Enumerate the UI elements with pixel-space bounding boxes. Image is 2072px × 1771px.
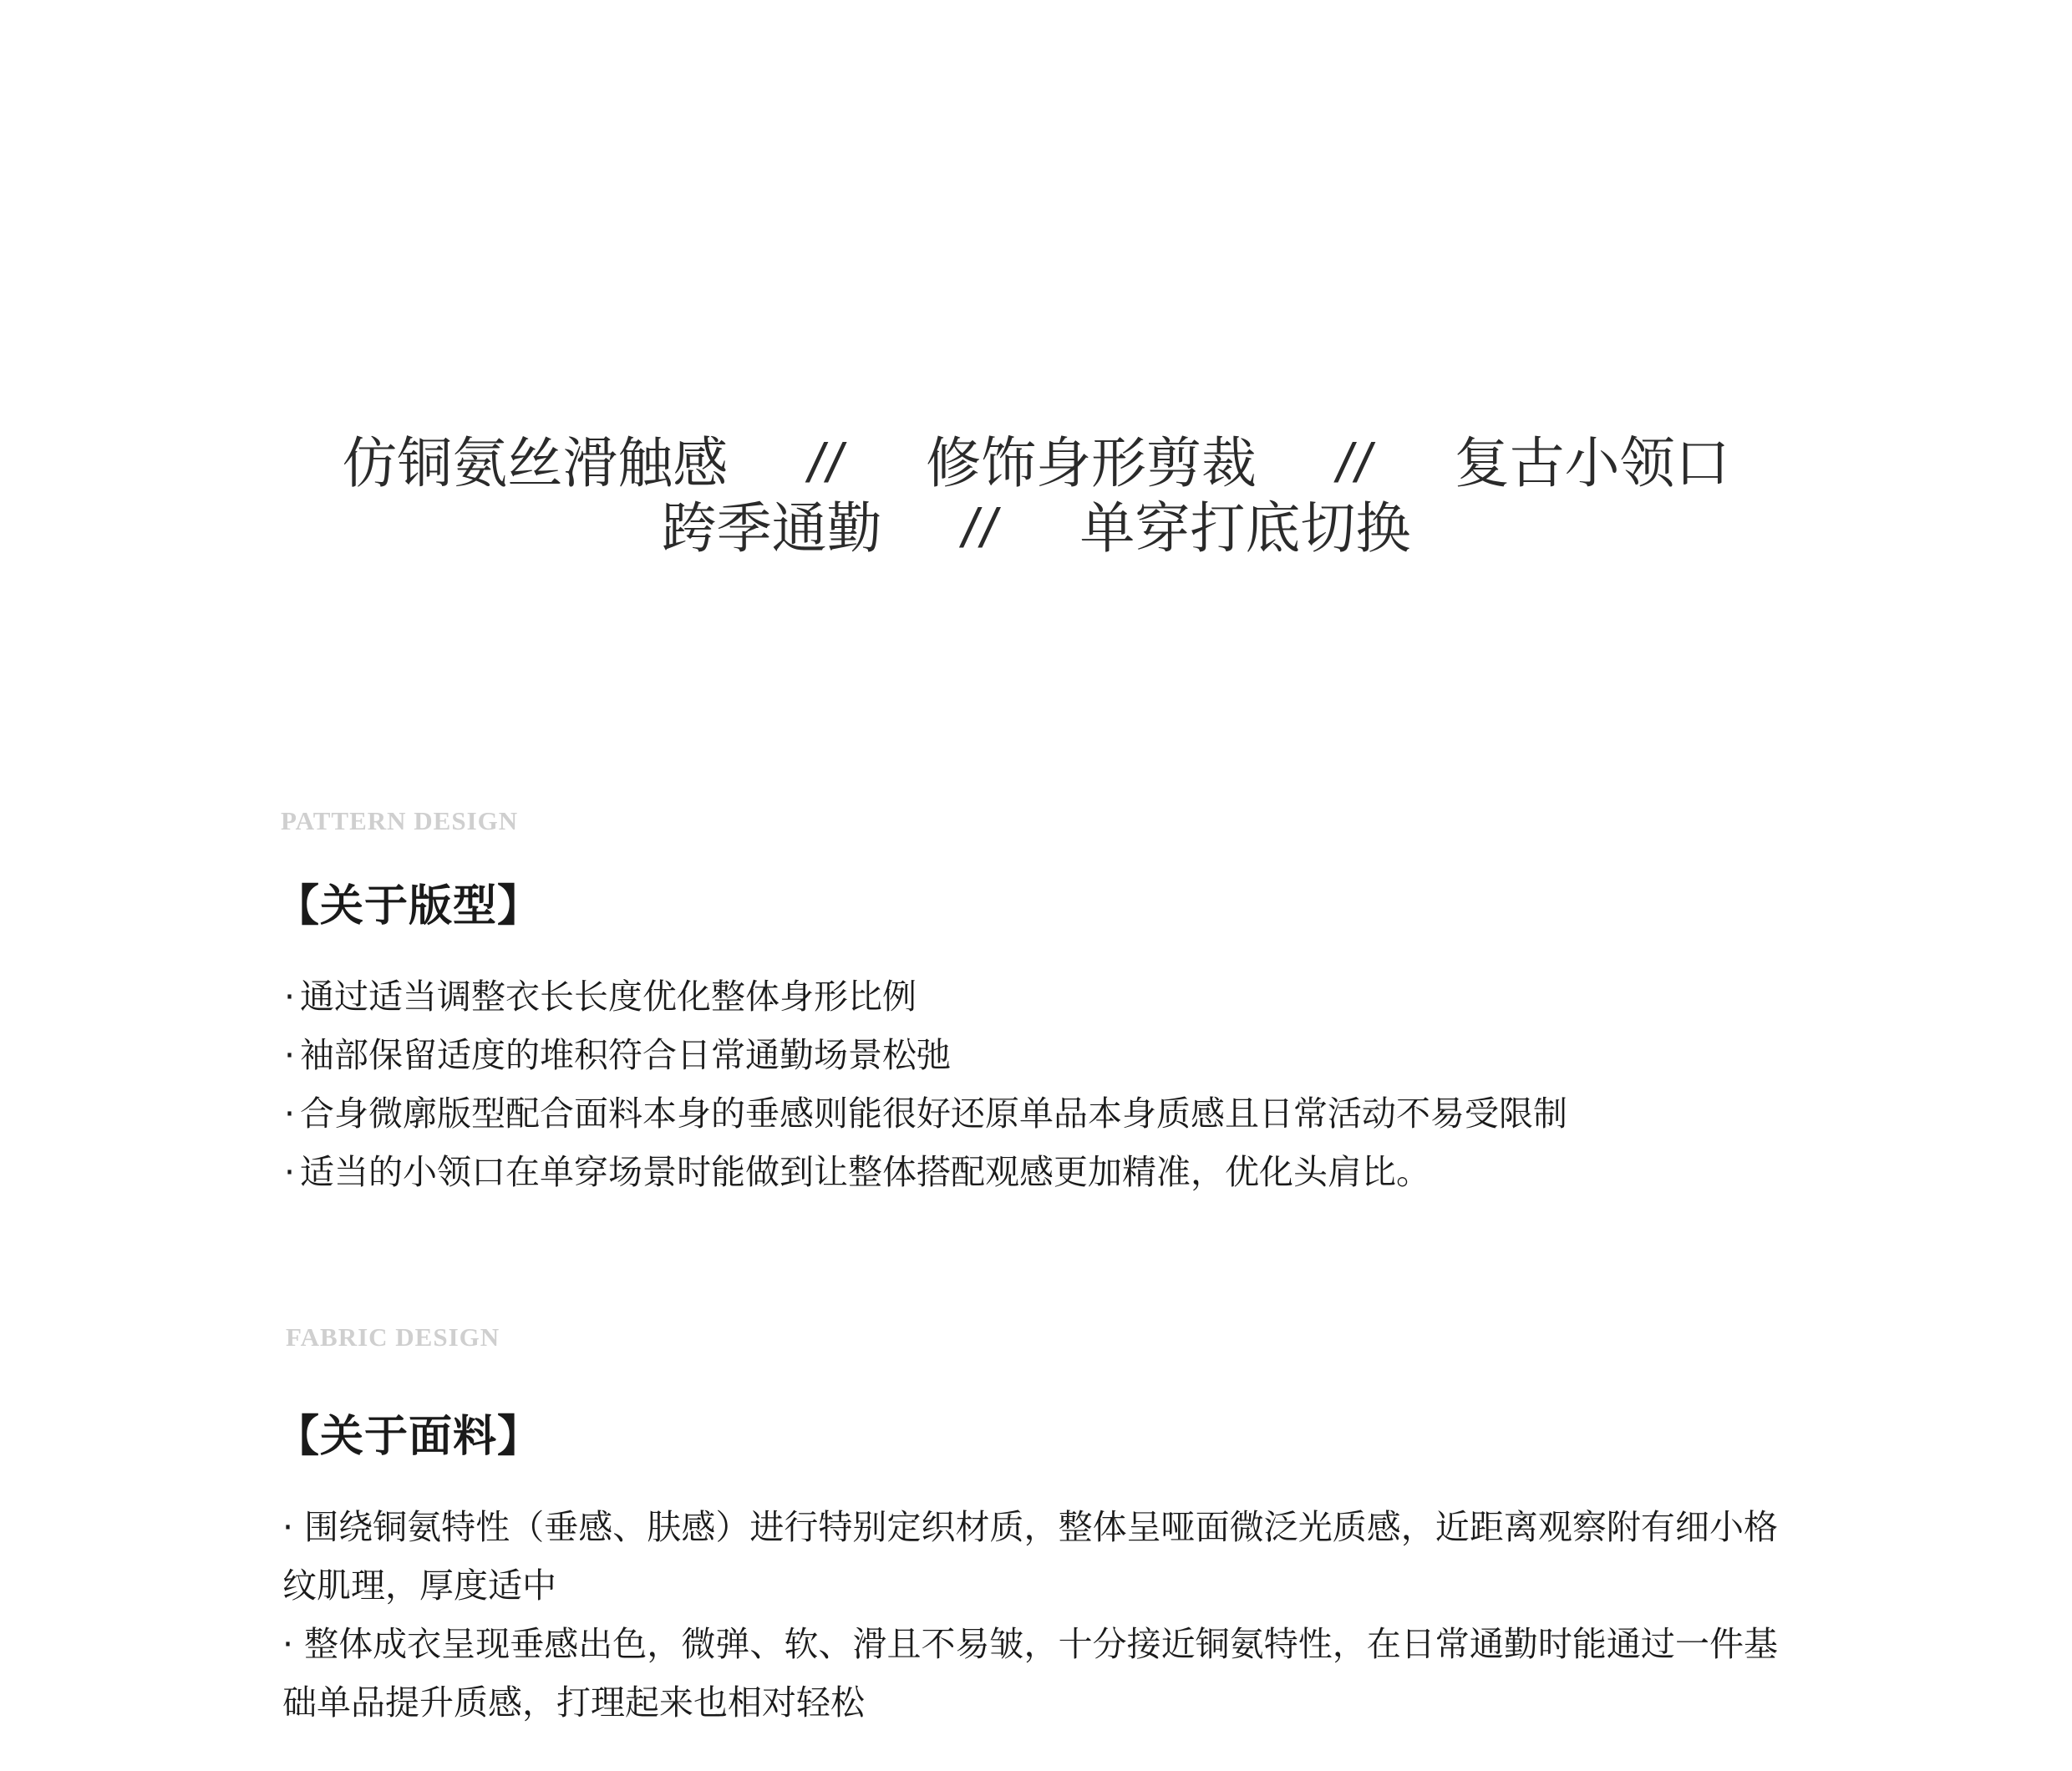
bullet-dot: · xyxy=(284,977,296,1017)
headline-phrase-layering: 单穿打底切换 xyxy=(1079,496,1411,561)
bullet-dot: · xyxy=(284,1094,296,1134)
list-item xyxy=(284,1026,1788,1084)
pattern-section-eyebrow: PATTERN DESIGN xyxy=(281,806,519,835)
headline-separator: // xyxy=(1337,432,1374,494)
headline-separator: // xyxy=(808,432,846,494)
list-item xyxy=(284,1084,1788,1143)
pattern-bullet-list xyxy=(284,967,1788,1201)
list-item-text: 合身微廓版型配合面料本身的垂感则能很好还原单品本身质感且日常活动不易受限制 xyxy=(300,1094,1568,1134)
list-item xyxy=(284,967,1788,1026)
bullet-dot: · xyxy=(284,1152,296,1192)
list-item-text: 适当的小领口在单穿场景时能做到让整体搭配观感更加精准，优化头肩比。 xyxy=(300,1152,1431,1192)
headline-phrase-silky-touch: 仿铜氨丝滑触感 xyxy=(342,431,729,495)
fabric-section-eyebrow: FABRIC DESIGN xyxy=(286,1322,500,1352)
headline-line-2 xyxy=(0,495,2072,561)
headline-separator: // xyxy=(962,497,1000,559)
headline-line-1 xyxy=(0,430,2072,496)
list-item-text: 通过适当调整衣长长度优化整体身形比例 xyxy=(300,977,917,1017)
pattern-section-title: 【关于版型】 xyxy=(276,881,542,931)
list-item-text: 袖部保留适度的堆积符合日常通勤场景松弛 xyxy=(300,1035,952,1075)
fabric-section-title: 【关于面料】 xyxy=(276,1412,542,1462)
headline-phrase-commute: 跨季通勤 xyxy=(661,496,882,561)
bullet-dot: · xyxy=(284,1035,296,1075)
fabric-paragraph-2: · 整体成衣呈现垂感出色，微弹、软、滑且不易皱，十分接近铜氨特性，在日常通勤时能通过一件基础单品提升质感，打理起来也相对轻松 xyxy=(282,1624,1778,1723)
headline-phrase-tailoring: 修饰身形剪裁 xyxy=(926,431,1257,495)
list-item xyxy=(284,1143,1788,1201)
fabric-paragraph-1: · 围绕铜氨特性（垂感、肤感）进行特别定织材质，整体呈哑面微泛光质感，近距离观察附有细小格纹肌理，厚度适中 xyxy=(282,1507,1778,1606)
headline-phrase-collar: 复古小领口 xyxy=(1454,431,1730,495)
